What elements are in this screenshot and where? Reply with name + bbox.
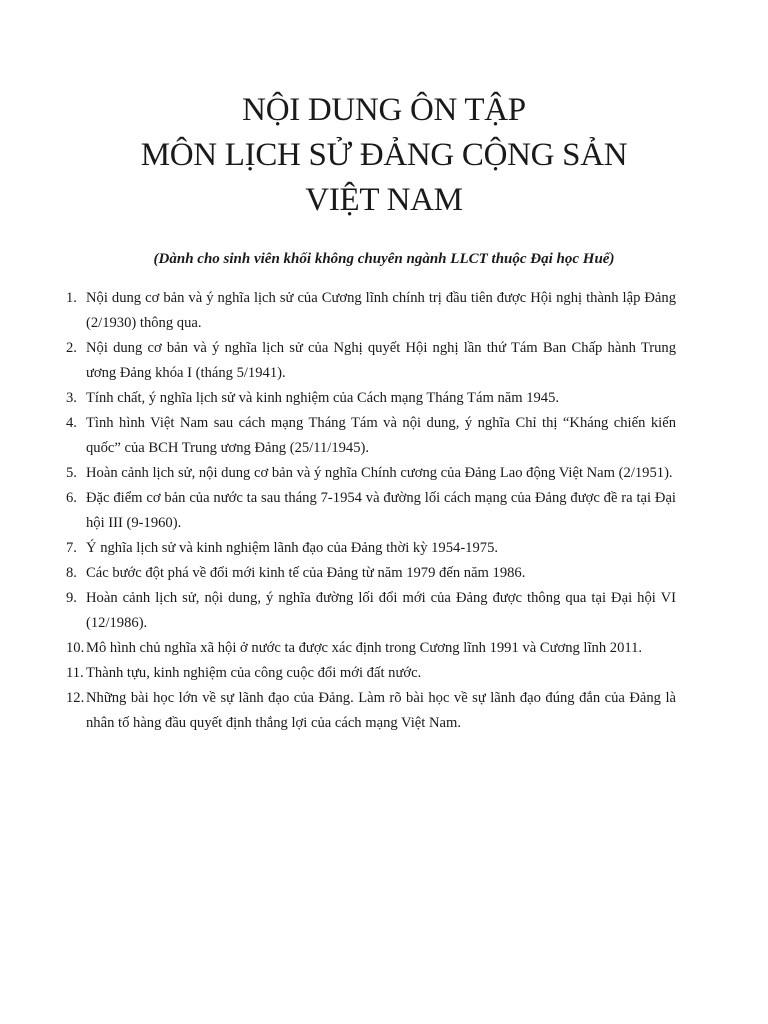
- document-title: [60, 88, 708, 223]
- document-subtitle: (Dành cho sinh viên khối không chuyên ngành LLCT thuộc Đại học Huế): [153, 251, 615, 267]
- item-text: Đặc điểm cơ bản của nước ta sau tháng 7-1954 và đường lối cách mạng của Đảng được đề ra tại Đại hội III (9-1960).: [86, 490, 676, 531]
- review-topic-list: [62, 286, 676, 736]
- list-item: [62, 411, 676, 461]
- item-number: 5.: [66, 465, 77, 481]
- item-number: 7.: [66, 540, 77, 556]
- list-item: [62, 461, 676, 486]
- item-text: Các bước đột phá về đổi mới kinh tế của Đảng từ năm 1979 đến năm 1986.: [86, 565, 526, 581]
- item-number: 2.: [66, 340, 77, 356]
- title-line-3: VIỆT NAM: [305, 182, 463, 218]
- list-item: [62, 386, 676, 411]
- title-line-1: NỘI DUNG ÔN TẬP: [242, 92, 526, 128]
- item-text: Hoàn cảnh lịch sử, nội dung cơ bản và ý nghĩa Chính cương của Đảng Lao động Việt Nam (2/1951).: [86, 465, 673, 481]
- item-number: 8.: [66, 565, 77, 581]
- title-line-2: MÔN LỊCH SỬ ĐẢNG CỘNG SẢN: [140, 137, 628, 173]
- item-number: 12.: [66, 690, 85, 706]
- item-text: Hoàn cảnh lịch sử, nội dung, ý nghĩa đường lối đổi mới của Đảng được thông qua tại Đại hội VI (12/1986).: [86, 590, 676, 631]
- list-item: [62, 486, 676, 536]
- item-text: Nội dung cơ bản và ý nghĩa lịch sử của Cương lĩnh chính trị đầu tiên được Hội nghị thành lập Đảng (2/1930) thông qua.: [86, 290, 676, 331]
- item-number: 10.: [66, 640, 85, 656]
- item-text: Tình hình Việt Nam sau cách mạng Tháng Tám và nội dung, ý nghĩa Chỉ thị “Kháng chiến kiến quốc” của BCH Trung ương Đảng (25/11/1945).: [86, 415, 676, 456]
- list-item: [62, 636, 676, 661]
- list-item: [62, 336, 676, 386]
- item-text: Tính chất, ý nghĩa lịch sử và kinh nghiệm của Cách mạng Tháng Tám năm 1945.: [86, 390, 560, 406]
- item-number: 4.: [66, 415, 77, 431]
- item-number: 9.: [66, 590, 77, 606]
- list-item: [62, 286, 676, 336]
- list-item: [62, 586, 676, 636]
- list-item: [62, 561, 676, 586]
- list-item: [62, 536, 676, 561]
- item-text: Mô hình chủ nghĩa xã hội ở nước ta được xác định trong Cương lĩnh 1991 và Cương lĩnh 2011.: [86, 640, 643, 656]
- item-text: Nội dung cơ bản và ý nghĩa lịch sử của Nghị quyết Hội nghị lần thứ Tám Ban Chấp hành Trung ương Đảng khóa I (tháng 5/1941).: [86, 340, 676, 381]
- item-text: Ý nghĩa lịch sử và kinh nghiệm lãnh đạo của Đảng thời kỳ 1954-1975.: [86, 540, 499, 556]
- list-item: [62, 686, 676, 736]
- item-text: Những bài học lớn về sự lãnh đạo của Đảng. Làm rõ bài học về sự lãnh đạo đúng đắn của Đảng là nhân tố hàng đầu quyết định thắng lợi của cách mạng Việt Nam.: [86, 690, 676, 731]
- item-number: 1.: [66, 290, 77, 306]
- item-text: Thành tựu, kinh nghiệm của công cuộc đổi mới đất nước.: [86, 665, 422, 681]
- item-number: 11.: [66, 665, 84, 681]
- item-number: 6.: [66, 490, 77, 506]
- list-item: [62, 661, 676, 686]
- item-number: 3.: [66, 390, 77, 406]
